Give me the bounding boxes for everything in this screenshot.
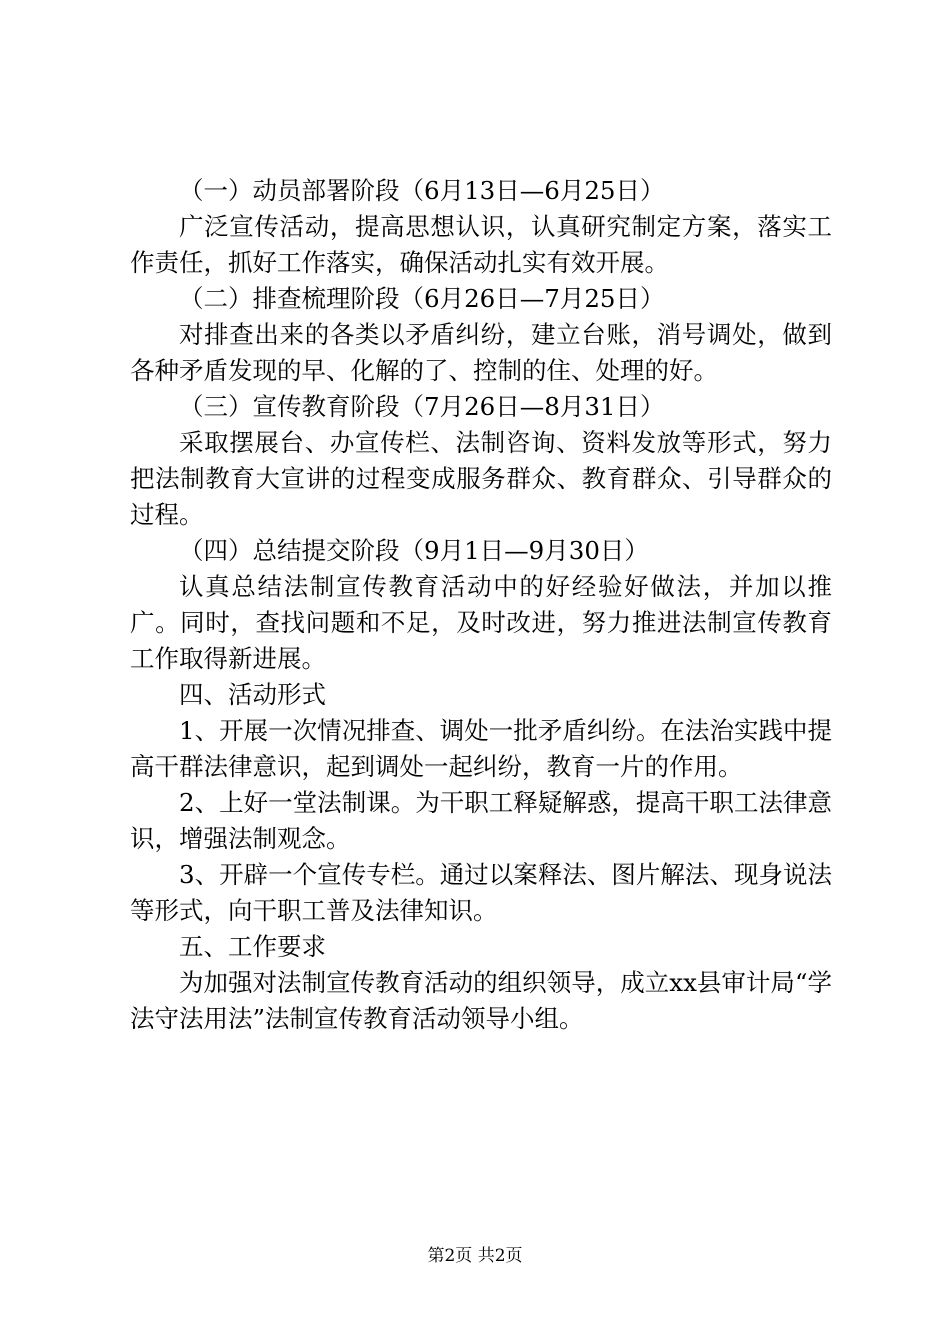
stage-1-body: 广泛宣传活动，提高思想认识，认真研究制定方案，落实工作责任，抓好工作落实，确保活动扎实有效开展。 [130,212,832,277]
stage-4-heading: （四）总结提交阶段（9月1日—9月30日） [179,536,649,565]
work-requirement-1: 为加强对法制宣传教育活动的组织领导，成立xx县审计局“学法守法用法”法制宣传教育活动领导小组。 [130,968,832,1033]
activity-form-1: 1、开展一次情况排查、调处一批矛盾纠纷。在法治实践中提高干群法律意识，起到调处一起纠纷，教育一片的作用。 [130,716,832,781]
page-number-footer: 第2页 共2页 [427,1246,523,1266]
stage-2-heading: （二）排查梳理阶段（6月26日—7月25日） [179,284,665,313]
section-5-heading: 五、工作要求 [179,932,326,961]
section-4-heading: 四、活动形式 [179,680,326,709]
stage-3-heading: （三）宣传教育阶段（7月26日—8月31日） [179,392,665,421]
stage-4-body: 认真总结法制宣传教育活动中的好经验好做法，并加以推广。同时，查找问题和不足，及时改进，努力推进法制宣传教育工作取得新进展。 [130,572,832,673]
activity-form-3: 3、开辟一个宣传专栏。通过以案释法、图片解法、现身说法等形式，向干职工普及法律知识。 [130,860,832,925]
document-body [130,173,832,1037]
activity-form-2: 2、上好一堂法制课。为干职工释疑解惑，提高干职工法律意识，增强法制观念。 [130,788,832,853]
stage-3-body: 采取摆展台、办宣传栏、法制咨询、资料发放等形式，努力把法制教育大宣讲的过程变成服务群众、教育群众、引导群众的过程。 [130,428,832,529]
stage-2-body: 对排查出来的各类以矛盾纠纷，建立台账，消号调处，做到各种矛盾发现的早、化解的了、控制的住、处理的好。 [130,320,832,385]
stage-1-heading: （一）动员部署阶段（6月13日—6月25日） [179,176,665,205]
